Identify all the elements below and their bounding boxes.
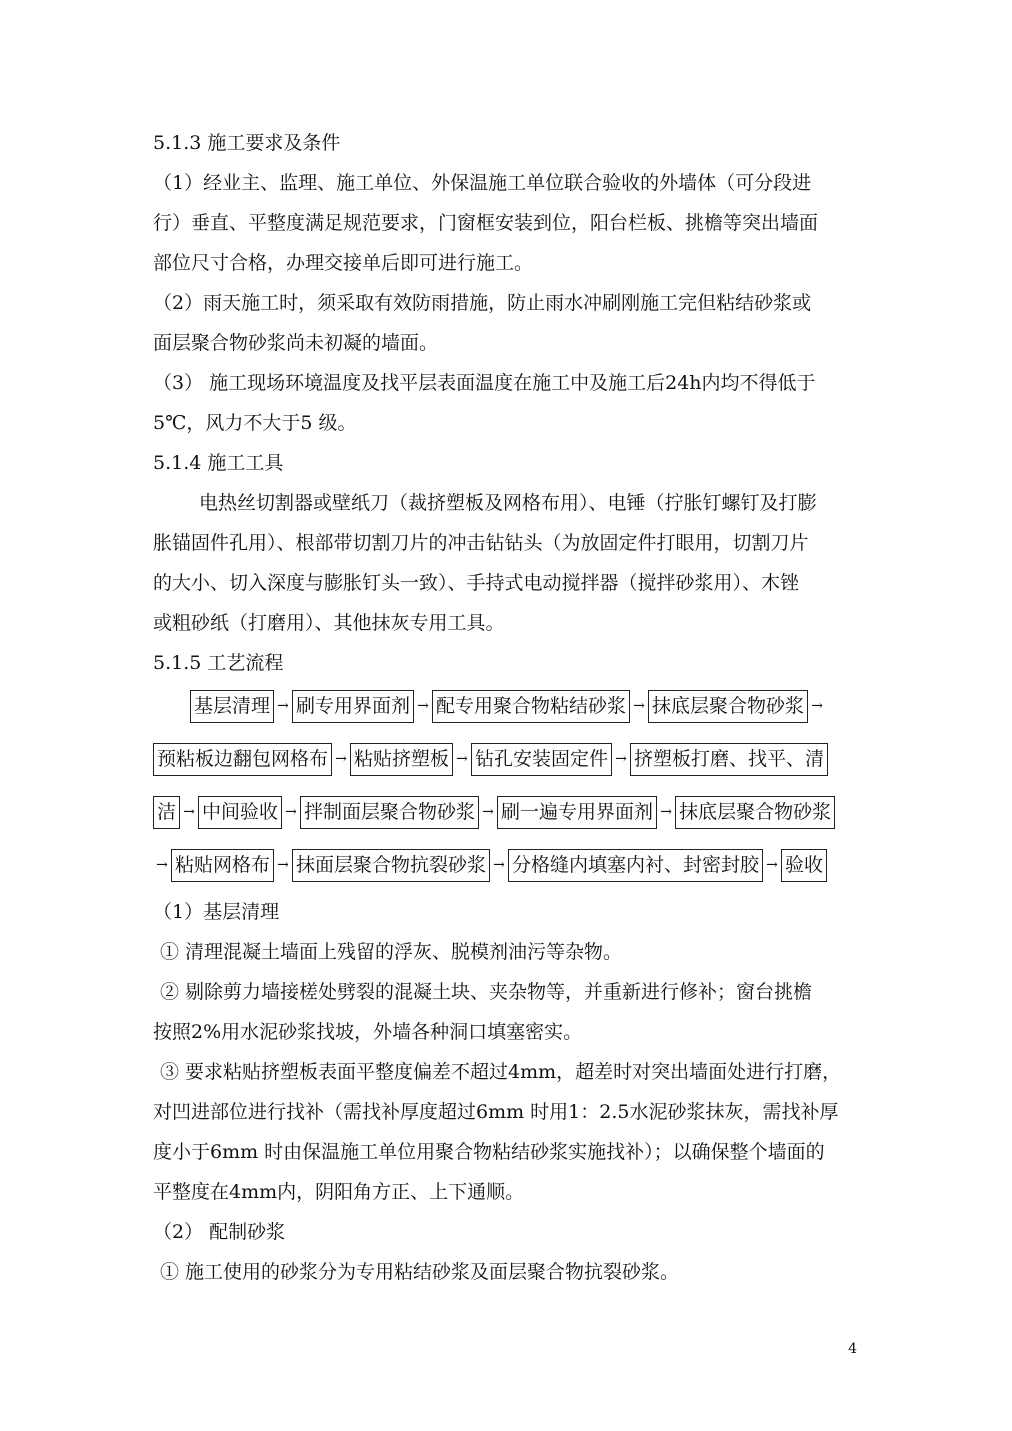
flow-arrow-icon: → (633, 698, 645, 714)
paragraph-line: ② 剔除剪力墙接槎处劈裂的混凝土块、夹杂物等，并重新进行修补；窗台挑檐 (160, 981, 813, 1003)
flow-arrow-icon: → (183, 804, 195, 820)
flow-step-box: 刷一遍专用界面剂 (497, 796, 657, 829)
paragraph-line: 或粗砂纸（打磨用）、其他抹灰专用工具。 (153, 612, 505, 634)
flow-arrow-icon: → (493, 857, 505, 873)
flow-arrow-icon: → (417, 698, 429, 714)
paragraph-line: （1）经业主、监理、施工单位、外保温施工单位联合验收的外墙体（可分段进 (153, 172, 812, 194)
page-number: 4 (848, 1341, 857, 1357)
flow-arrow-icon: → (277, 698, 289, 714)
paragraph-line: 的大小、切入深度与膨胀钉头一致）、手持式电动搅拌器（搅拌砂浆用）、木锉 (153, 572, 800, 594)
paragraph-line: 电热丝切割器或壁纸刀（裁挤塑板及网格布用）、电锤（拧胀钉螺钉及打膨 (199, 492, 817, 514)
paragraph-line: 按照2%用水泥砂浆找坡，外墙各种洞口填塞密实。 (153, 1021, 583, 1043)
flow-step-box: 预粘板边翻包网格布 (153, 743, 332, 776)
flow-step-box: 粘贴挤塑板 (350, 743, 453, 776)
paragraph-line: 胀锚固件孔用）、根部带切割刀片的冲击钻钻头（为放固定件打眼用，切割刀片 (153, 532, 809, 554)
paragraph-line: 部位尺寸合格，办理交接单后即可进行施工。 (153, 252, 534, 274)
flow-arrow-icon: → (456, 751, 468, 767)
paragraph-line: （2）雨天施工时，须采取有效防雨措施，防止雨水冲刷刚施工完但粘结砂浆或 (153, 292, 812, 314)
flow-step-box: 钻孔安装固定件 (471, 743, 612, 776)
flow-step-box: 验收 (781, 849, 827, 882)
flow-step-box: 抹底层聚合物砂浆 (648, 690, 808, 723)
flow-step-box: 抹面层聚合物抗裂砂浆 (292, 849, 490, 882)
flow-step-box: 抹底层聚合物砂浆 (675, 796, 835, 829)
paragraph-line: （3） 施工现场环境温度及找平层表面温度在施工中及施工后24h内均不得低于 (153, 372, 816, 394)
flow-step-box: 配专用聚合物粘结砂浆 (432, 690, 630, 723)
paragraph-line: ③ 要求粘贴挤塑板表面平整度偏差不超过4mm，超差时对突出墙面处进行打磨， (160, 1061, 842, 1083)
flow-arrow-icon: → (811, 698, 823, 714)
flow-row-3 (153, 796, 835, 829)
paragraph-line: 平整度在4mm内，阴阳角方正、上下通顺。 (153, 1181, 525, 1203)
section-5-1-3-title: 5.1.3 施工要求及条件 (153, 132, 341, 154)
flow-arrow-icon: → (277, 857, 289, 873)
flow-row-1 (190, 690, 826, 723)
flow-step-box: 中间验收 (198, 796, 282, 829)
flow-arrow-icon: → (660, 804, 672, 820)
paragraph-line: ① 施工使用的砂浆分为专用粘结砂浆及面层聚合物抗裂砂浆。 (160, 1261, 680, 1283)
flow-row-4 (153, 849, 827, 882)
flow-step-box: 分格缝内填塞内衬、封密封胶 (508, 849, 763, 882)
paragraph-line: 对凹进部位进行找补（需找补厚度超过6mm 时用1：2.5水泥砂浆抹灰，需找补厚 (153, 1101, 839, 1123)
flow-step-box: 基层清理 (190, 690, 274, 723)
paragraph-line: 面层聚合物砂浆尚未初凝的墙面。 (153, 332, 439, 354)
flow-step-box: 拌制面层聚合物砂浆 (300, 796, 479, 829)
paragraph-line: 行）垂直、平整度满足规范要求，门窗框安装到位，阳台栏板、挑檐等突出墙面 (153, 212, 819, 234)
paragraph-line: 5℃，风力不大于5 级。 (153, 412, 357, 434)
section-5-1-4-title: 5.1.4 施工工具 (153, 452, 284, 474)
paragraph-line: ① 清理混凝土墙面上残留的浮灰、脱模剂油污等杂物。 (160, 941, 623, 963)
flow-step-box: 刷专用界面剂 (292, 690, 414, 723)
flow-step-box: 粘贴网格布 (171, 849, 274, 882)
paragraph-line: 度小于6mm 时由保温施工单位用聚合物粘结砂浆实施找补）；以确保整个墙面的 (153, 1141, 825, 1163)
flow-arrow-icon: → (615, 751, 627, 767)
flow-step-box: 洁 (153, 796, 180, 829)
flow-arrow-icon: → (482, 804, 494, 820)
flow-arrow-icon: → (156, 857, 168, 873)
step-1-title: （1）基层清理 (153, 901, 280, 923)
flow-step-box: 挤塑板打磨、找平、清 (630, 743, 828, 776)
flow-arrow-icon: → (285, 804, 297, 820)
step-2-title: （2） 配制砂浆 (153, 1221, 286, 1243)
flow-arrow-icon: → (766, 857, 778, 873)
section-5-1-5-title: 5.1.5 工艺流程 (153, 652, 284, 674)
flow-row-2 (153, 743, 828, 776)
flow-arrow-icon: → (335, 751, 347, 767)
